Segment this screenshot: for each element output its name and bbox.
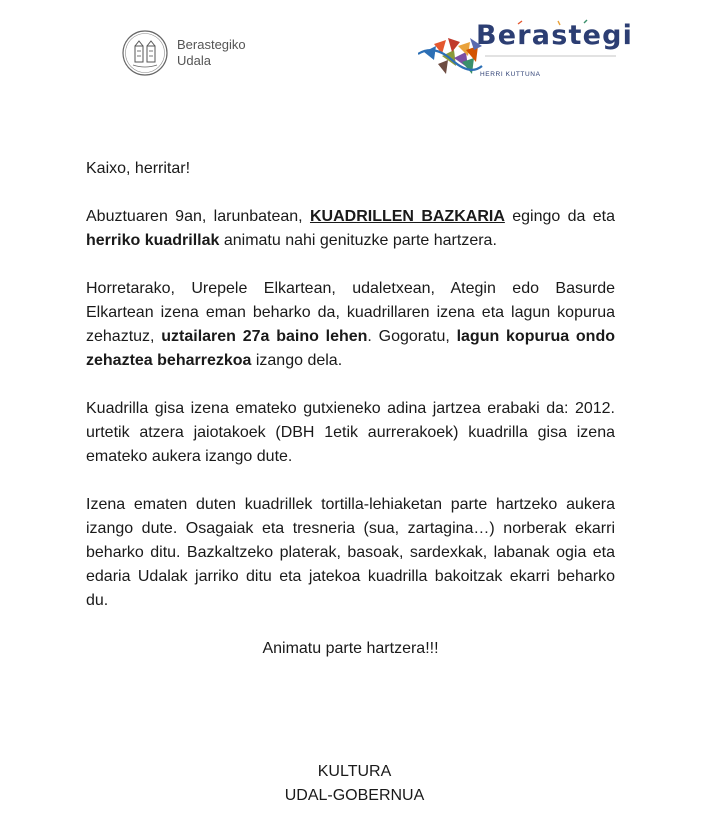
- municipal-name-line2: Udala: [177, 53, 211, 68]
- paragraph-age: Kuadrilla gisa izena emateko gutxieneko adina jartzea erabaki da: 2012. urtetik atzera jaiotakoek (DBH 1etik aurrerakoek) kuadrilla gisa izena emateko aukera izango dute.: [86, 400, 615, 465]
- event-name: KUADRILLEN BAZKARIA: [309, 208, 505, 225]
- municipal-name-line1: Berastegiko: [177, 37, 246, 52]
- municipal-seal-icon: [121, 29, 169, 77]
- letter-body: [86, 157, 615, 685]
- paragraph-tortilla: Izena ematen duten kuadrillek tortilla-lehiaketan parte hartzeko aukera izango dute. Osagaiak eta tresneria (sua, zartagina…) norberak ekarri beharko ditu. Bazkaltzeko platerak, basoak, sardexkak, labanak ogia eta edaria Udalak jarriko ditu eta jatekoa kuadrilla bakoitzak ekarri beharko du.: [86, 496, 615, 609]
- brand-tagline: HERRI KUTTUNA: [480, 71, 541, 78]
- paragraph-text: . Gogoratu,: [367, 328, 457, 345]
- paragraph-text: Abuztuaren 9an, larunbatean,: [86, 208, 310, 225]
- signature: [0, 760, 709, 808]
- paragraph-text: animatu nahi genituzke parte hartzera.: [219, 232, 497, 249]
- brand-name: Berastegi: [476, 20, 634, 51]
- paragraph-text: izango dela.: [251, 352, 343, 369]
- paragraph-event: [86, 205, 615, 253]
- greeting: Kaixo, herritar!: [86, 160, 191, 177]
- paragraph-text: egingo da eta: [504, 208, 616, 225]
- signature-body: UDAL-GOBERNUA: [284, 787, 425, 804]
- municipal-logo: [121, 29, 246, 77]
- paragraph-registration: [86, 277, 615, 373]
- berastegi-brand-logo: [418, 16, 634, 84]
- municipal-name: [177, 37, 246, 69]
- emphasis: herriko kuadrillak: [86, 232, 220, 249]
- deadline: uztailaren 27a baino lehen: [161, 328, 368, 345]
- emphasis: lagun kopurua ondo zehaztea beharrezkoa: [86, 328, 615, 369]
- closing-line: Animatu parte hartzera!!!: [262, 640, 439, 657]
- paragraph-text: Horretarako, Urepele Elkartean, udaletxean, Ategin edo Basurde Elkartean izena eman beharko da, kuadrillaren izena eta lagun kopurua zehaztuz,: [86, 280, 615, 345]
- signature-department: KULTURA: [317, 763, 392, 780]
